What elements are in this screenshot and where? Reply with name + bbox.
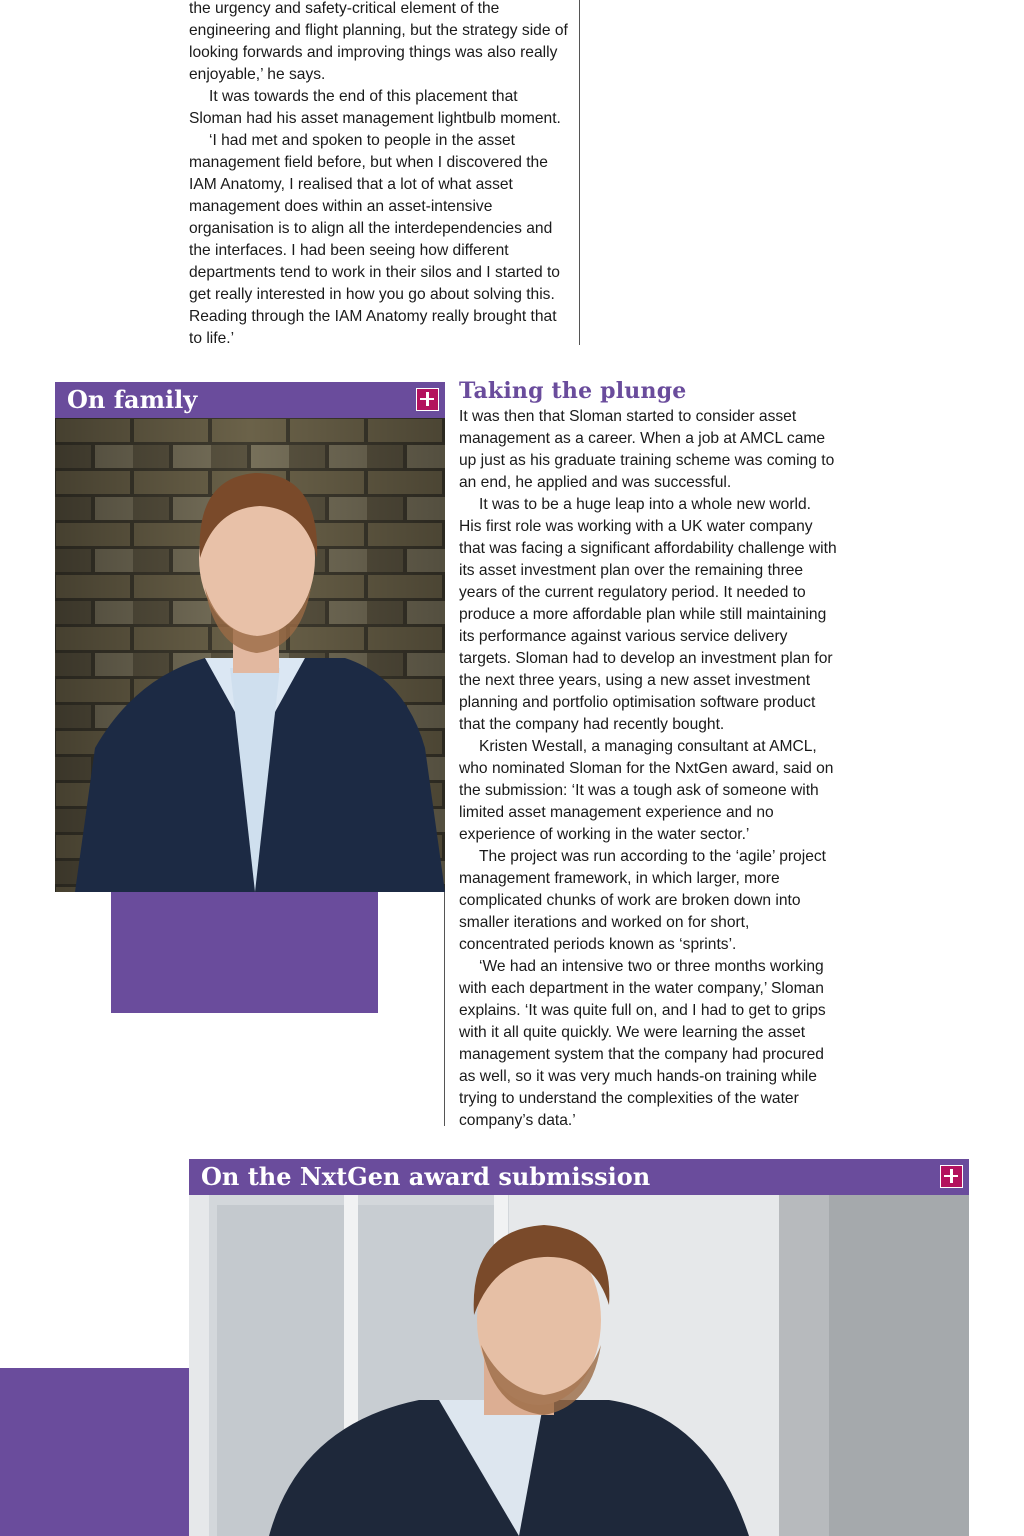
paragraph: ‘We had an intensive two or three months working with each department in the water company,’ Sloman explains. ‘It was quite full on, and I had to get to grips with it all quite quickly. We were learning the asset management system that the company had procured as well, so it was very much hands-on training while trying to understand the complexities of the water company’s data.’ (459, 958, 826, 1129)
column-divider (579, 0, 580, 345)
family-box-title: On family (67, 385, 198, 414)
family-video-bar[interactable] (55, 382, 445, 418)
article-column-top (189, 0, 569, 350)
paragraph: The project was run according to the ‘agile’ project management framework, in which larger, more complicated chunks of work are broken down into smaller iterations and worked on for short, concentrated periods known as ‘sprints’. (459, 848, 826, 953)
paragraph: ‘I had met and spoken to people in the asset management field before, but when I discovered the IAM Anatomy, I realised that a lot of what asset management does within an asset-intensive organisation is to align all the interdependencies and the interfaces. I had been seeing how different departments tend to work in their silos and I started to get really interested in how you go about solving this. Reading through the IAM Anatomy really brought that to life.’ (189, 132, 560, 347)
article-column-right (459, 406, 837, 1132)
plus-icon[interactable] (416, 388, 439, 411)
section-heading: Taking the plunge (459, 378, 687, 404)
decorative-block (0, 1368, 189, 1536)
column-divider (444, 892, 445, 1126)
office-photo (189, 1195, 969, 1536)
paragraph: It was to be a huge leap into a whole new world. His first role was working with a UK water company that was facing a significant affordability challenge with its asset investment plan over the remaining three years of the current regulatory period. It needed to produce a more affordable plan while still maintaining its performance against various service delivery targets. Sloman had to develop an investment plan for the next three years, using a new asset investment planning and portfolio optimisation software product that the company had recently bought. (459, 496, 837, 733)
paragraph: It was towards the end of this placement that Sloman had his asset management lightbulb moment. (189, 88, 561, 127)
award-video-bar[interactable] (189, 1159, 969, 1195)
paragraph: Kristen Westall, a managing consultant at AMCL, who nominated Sloman for the NxtGen award, said on the submission: ‘It was a tough ask of someone with limited asset management experience and no experience of working in the water sector.’ (459, 738, 834, 843)
award-box-title: On the NxtGen award submission (201, 1162, 651, 1191)
portrait-photo (55, 418, 445, 892)
paragraph: It was then that Sloman started to consider asset management as a career. When a job at AMCL came up just as his graduate training scheme was coming to an end, he applied and was successful. (459, 408, 835, 491)
paragraph: the urgency and safety-critical element of the engineering and flight planning, but the strategy side of looking forwards and improving things was also really enjoyable,’ he says. (189, 0, 568, 83)
decorative-block (111, 892, 378, 1013)
plus-icon[interactable] (940, 1165, 963, 1188)
